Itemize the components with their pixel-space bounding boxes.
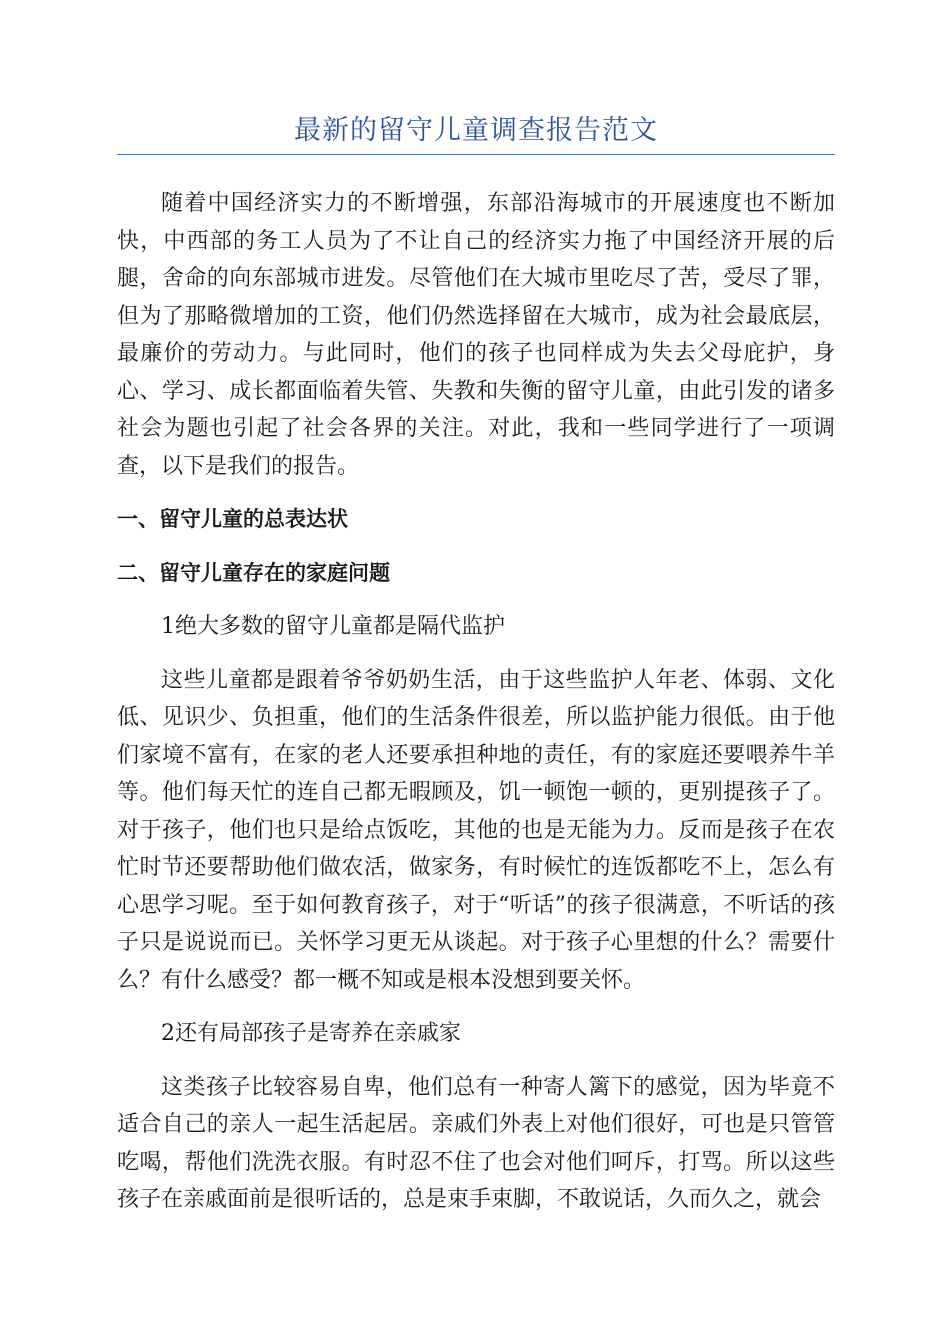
document-page: [117, 112, 835, 1219]
section-heading-2: 二、留守儿童存在的家庭问题: [117, 560, 390, 585]
subsection-body-2: 这类孩子比较容易自卑，他们总有一种寄人篱下的感觉，因为毕竟不适合自己的亲人一起生活起居。亲戚们外表上对他们很好，可也是只管管吃喝，帮他们洗洗衣服。有时忍不住了也会对他们呵斥，打骂。所以这些孩子在亲戚面前是很听话的，总是束手束脚，不敢说话，久而久之，就会: [117, 1074, 835, 1212]
subsection-heading-1: 1绝大多数的留守儿童都是隔代监护: [161, 614, 505, 639]
section-heading-1: 一、留守儿童的总表达状: [117, 507, 348, 531]
page-title: 最新的留守儿童调查报告范文: [117, 112, 835, 155]
subsection-heading-2: 2还有局部孩子是寄养在亲戚家: [161, 1021, 461, 1046]
intro-paragraph: 随着中国经济实力的不断增强，东部沿海城市的开展速度也不断加快，中西部的务工人员为了不让自己的经济实力拖了中国经济开展的后腿，舍命的向东部城市进发。尽管他们在大城市里吃尽了苦，受尽了罪，但为了那略微增加的工资，他们仍然选择留在大城市，成为社会最底层，最廉价的劳动力。与此同时，他们的孩子也同样成为失去父母庇护，身心、学习、成长都面临着失管、失教和失衡的留守儿童，由此引发的诸多社会为题也引起了社会各界的关注。对此，我和一些同学进行了一项调查，以下是我们的报告。: [117, 191, 835, 479]
subsection-body-1: 这些儿童都是跟着爷爷奶奶生活，由于这些监护人年老、体弱、文化低、见识少、负担重，他们的生活条件很差，所以监护能力很低。由于他们家境不富有，在家的老人还要承担种地的责任，有的家庭还要喂养牛羊等。他们每天忙的连自己都无暇顾及，饥一顿饱一顿的，更别提孩子了。对于孩子，他们也只是给点饭吃，其他的也是无能为力。反而是孩子在农忙时节还要帮助他们做农活，做家务，有时候忙的连饭都吃不上，怎么有心思学习呢。至于如何教育孩子，对于“听话”的孩子很满意，不听话的孩子只是说说而已。关怀学习更无从谈起。对于孩子心里想的什么？需要什么？有什么感受？都一概不知或是根本没想到要关怀。: [117, 667, 835, 993]
